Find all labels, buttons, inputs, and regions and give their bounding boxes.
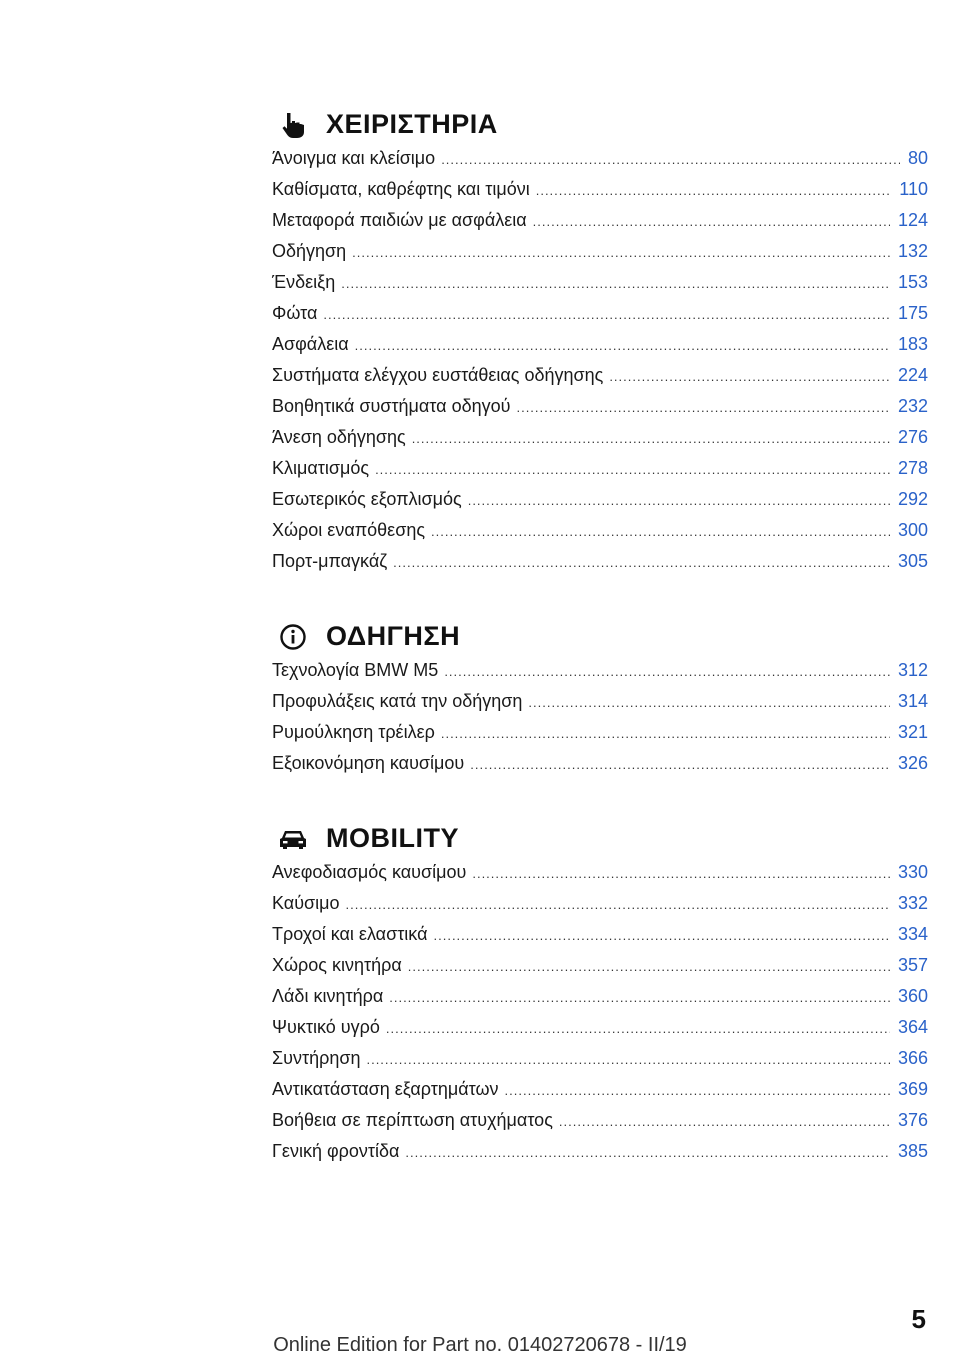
section-header — [272, 100, 928, 148]
toc-entry-page[interactable]: 224 — [897, 365, 928, 385]
toc-entry-title: Γενική φροντίδα — [272, 1141, 400, 1161]
toc-entry[interactable] — [272, 210, 928, 241]
dot-leader — [412, 431, 890, 446]
toc-entry-title: Εξοικονόμηση καυσίμου — [272, 753, 465, 773]
toc-entry-page[interactable]: 364 — [897, 1017, 928, 1037]
dot-leader — [528, 695, 890, 710]
toc-entry[interactable] — [272, 148, 928, 179]
toc-entry-page[interactable]: 385 — [897, 1141, 928, 1161]
toc-entry-title: Άνοιγμα και κλείσιμο — [272, 148, 436, 168]
toc-entry[interactable] — [272, 1079, 928, 1110]
dot-leader — [386, 1021, 890, 1036]
toc-entry-page[interactable]: 276 — [897, 427, 928, 447]
dot-leader — [444, 664, 890, 679]
toc-entry-page[interactable]: 124 — [897, 210, 928, 230]
hand-pointer-icon — [278, 110, 308, 140]
toc-entry[interactable] — [272, 303, 928, 334]
toc-entry[interactable] — [272, 520, 928, 551]
section-header — [272, 814, 928, 862]
dot-leader — [533, 214, 890, 229]
dot-leader — [609, 369, 890, 384]
toc-entry-page[interactable]: 366 — [897, 1048, 928, 1068]
toc-entry-page[interactable]: 312 — [897, 660, 928, 680]
toc-entry-title: Προφυλάξεις κατά την οδήγηση — [272, 691, 523, 711]
toc-entry[interactable] — [272, 551, 928, 582]
toc-entry-title: Πορτ-μπαγκάζ — [272, 551, 388, 571]
dot-leader — [366, 1052, 889, 1067]
toc-entry[interactable] — [272, 893, 928, 924]
toc-entry-page[interactable]: 305 — [897, 551, 928, 571]
toc-entry-title: Συστήματα ελέγχου ευστάθειας οδήγησης — [272, 365, 604, 385]
toc-entry-title: Ψυκτικό υγρό — [272, 1017, 380, 1037]
toc-entry-title: Βοήθεια σε περίπτωση ατυχήματος — [272, 1110, 553, 1130]
section-title: MOBILITY — [326, 822, 459, 853]
toc-entry-page[interactable]: 232 — [897, 396, 928, 416]
toc-entry-title: Αντικατάσταση εξαρτημάτων — [272, 1079, 499, 1099]
toc-entry-page[interactable]: 332 — [897, 893, 928, 913]
dot-leader — [559, 1114, 890, 1129]
toc-entry-title: Κλιματισμός — [272, 458, 370, 478]
toc-entry[interactable] — [272, 241, 928, 272]
toc-entry-page[interactable]: 357 — [897, 955, 928, 975]
toc-entry[interactable] — [272, 458, 928, 489]
toc-entry-page[interactable]: 300 — [897, 520, 928, 540]
dot-leader — [405, 1145, 890, 1160]
dot-leader — [375, 462, 890, 477]
toc-entry-page[interactable]: 330 — [897, 862, 928, 882]
toc-entry[interactable] — [272, 365, 928, 396]
info-circle-icon — [278, 622, 308, 652]
dot-leader — [346, 897, 890, 912]
toc-entry-title: Ένδειξη — [272, 272, 336, 292]
toc-entry-page[interactable]: 314 — [897, 691, 928, 711]
footer-edition-note: Online Edition for Part no. 01402720678 - II/19 — [273, 1334, 687, 1356]
dot-leader — [393, 555, 890, 570]
dot-leader — [323, 307, 890, 322]
toc-entry[interactable] — [272, 986, 928, 1017]
toc-entry-page[interactable]: 278 — [897, 458, 928, 478]
section-title: ΧΕΙΡΙΣΤΗΡΙΑ — [326, 108, 498, 139]
toc-entry-page[interactable]: 175 — [897, 303, 928, 323]
toc-entry[interactable] — [272, 924, 928, 955]
toc-entry[interactable] — [272, 427, 928, 458]
dot-leader — [408, 959, 890, 974]
toc-entry-title: Χώροι εναπόθεσης — [272, 520, 425, 540]
toc-entry[interactable] — [272, 334, 928, 365]
dot-leader — [352, 245, 890, 260]
toc-entry[interactable] — [272, 1141, 928, 1172]
toc-entry-page[interactable]: 360 — [897, 986, 928, 1006]
toc-entry-page[interactable]: 292 — [897, 489, 928, 509]
toc-entry-title: Εσωτερικός εξοπλισμός — [272, 489, 462, 509]
toc-entry-title: Οδήγηση — [272, 241, 347, 261]
toc-entry-title: Βοηθητικά συστήματα οδηγού — [272, 396, 511, 416]
section-driving — [272, 612, 928, 784]
toc-entry-title: Τροχοί και ελαστικά — [272, 924, 428, 944]
car-front-icon — [278, 824, 308, 854]
toc-entry-title: Καθίσματα, καθρέφτης και τιμόνι — [272, 179, 530, 199]
dot-leader — [470, 757, 890, 772]
toc-entry[interactable] — [272, 272, 928, 303]
toc-entry[interactable] — [272, 489, 928, 520]
toc-entry-page[interactable]: 132 — [897, 241, 928, 261]
dot-leader — [441, 152, 900, 167]
dot-leader — [441, 726, 890, 741]
toc-entry-title: Λάδι κινητήρα — [272, 986, 384, 1006]
dot-leader — [536, 183, 892, 198]
dot-leader — [505, 1083, 890, 1098]
toc-entry-title: Καύσιμο — [272, 893, 340, 913]
dot-leader — [472, 866, 890, 881]
section-header — [272, 612, 928, 660]
toc-entry-title: Άνεση οδήγησης — [272, 427, 406, 447]
toc-entry-title: Τεχνολογία BMW M5 — [272, 660, 439, 680]
toc-entry[interactable] — [272, 753, 928, 784]
dot-leader — [468, 493, 890, 508]
page-number: 5 — [911, 1304, 926, 1334]
toc-entry[interactable] — [272, 955, 928, 986]
toc-entry-page[interactable]: 334 — [897, 924, 928, 944]
toc-entry-page[interactable]: 326 — [897, 753, 928, 773]
toc-entry-title: Ασφάλεια — [272, 334, 349, 354]
toc-entry[interactable] — [272, 722, 928, 753]
toc-entry-title: Χώρος κινητήρα — [272, 955, 402, 975]
toc-entry-title: Ρυμούλκηση τρέιλερ — [272, 722, 435, 742]
toc-entry[interactable] — [272, 691, 928, 722]
toc-entry-page[interactable]: 110 — [899, 179, 928, 199]
dot-leader — [341, 276, 890, 291]
section-title: ΟΔΗΓΗΣΗ — [326, 620, 461, 651]
toc-entry[interactable] — [272, 1110, 928, 1141]
toc-entry[interactable] — [272, 396, 928, 427]
toc-entry[interactable] — [272, 1048, 928, 1079]
toc-entry[interactable] — [272, 862, 928, 893]
toc-entry-title: Φώτα — [272, 303, 318, 323]
section-controls — [272, 100, 928, 582]
toc-entry[interactable] — [272, 1017, 928, 1048]
section-mobility — [272, 814, 928, 1172]
toc-entry-page[interactable]: 80 — [907, 148, 928, 168]
dot-leader — [434, 928, 890, 943]
toc-entry-title: Ανεφοδιασμός καυσίμου — [272, 862, 467, 882]
toc-entry-page[interactable]: 153 — [897, 272, 928, 292]
dot-leader — [389, 990, 890, 1005]
table-of-contents — [272, 100, 928, 1202]
toc-entry-page[interactable]: 369 — [897, 1079, 928, 1099]
toc-entry-title: Μεταφορά παιδιών με ασφάλεια — [272, 210, 527, 230]
dot-leader — [431, 524, 890, 539]
toc-entry-page[interactable]: 376 — [897, 1110, 928, 1130]
toc-entry[interactable] — [272, 660, 928, 691]
dot-leader — [516, 400, 889, 415]
toc-entry[interactable] — [272, 179, 928, 210]
toc-entry-page[interactable]: 321 — [897, 722, 928, 742]
toc-entry-page[interactable]: 183 — [897, 334, 928, 354]
dot-leader — [355, 338, 890, 353]
toc-entry-title: Συντήρηση — [272, 1048, 361, 1068]
